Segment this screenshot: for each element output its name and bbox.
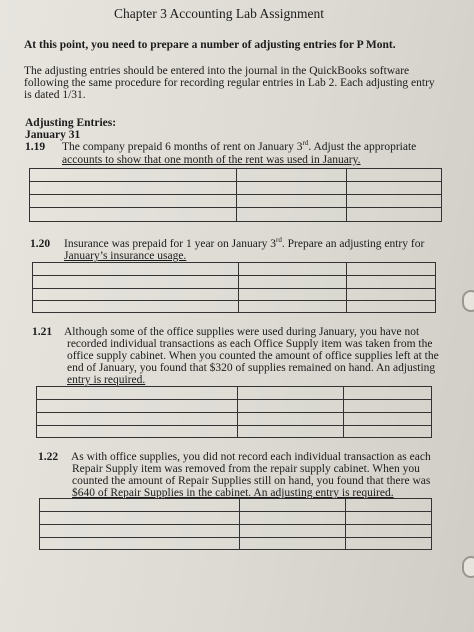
item-number: 1.22: [38, 451, 59, 463]
item-text-line: recorded individual transactions as each Office Supply item was taken from the: [67, 338, 433, 350]
item-text-line: office supply cabinet. When you counted the amount of office supplies left at the: [67, 350, 439, 362]
binder-ring-icon: [462, 290, 474, 312]
item-text-line: entry is required.: [67, 374, 146, 386]
journal-entry-grid: [36, 386, 432, 438]
item-text-line: counted the amount of Repair Supplies still on hand, you found that there was: [72, 475, 431, 487]
paragraph-line-2: following the same procedure for recording regular entries in Lab 2. Each adjusting entry: [24, 77, 435, 89]
paragraph-line-3: is dated 1/31.: [24, 89, 86, 101]
paragraph-line-1: The adjusting entries should be entered into the journal in the QuickBooks software: [24, 65, 410, 77]
item-text-line: January’s insurance usage.: [64, 250, 187, 262]
item-text-line: accounts to show that one month of the rent was used in January.: [62, 154, 361, 166]
binder-ring-icon: [462, 556, 474, 578]
item-text-line: As with office supplies, you did not record each individual transaction as each: [71, 451, 431, 463]
item-text-line: Insurance was prepaid for 1 year on January 3rd. Prepare an adjusting entry for: [64, 236, 425, 250]
item-text-line: The company prepaid 6 months of rent on January 3rd. Adjust the appropriate: [62, 139, 417, 153]
journal-entry-grid: [39, 498, 432, 550]
item-text-line: Repair Supply item was removed from the repair supply cabinet. When you: [72, 463, 420, 475]
page-title: Chapter 3 Accounting Lab Assignment: [114, 6, 324, 21]
date-heading: January 31: [25, 129, 81, 141]
intro-text: At this point, you need to prepare a number of adjusting entries for P Mont.: [24, 39, 396, 51]
item-number: 1.21: [32, 326, 53, 338]
adjusting-entries-heading: Adjusting Entries:: [25, 117, 117, 129]
item-text-line: Although some of the office supplies were used during January, you have not: [64, 326, 420, 338]
journal-entry-grid: [29, 168, 442, 222]
item-text-line: end of January, you found that $320 of supplies remained on hand. An adjusting: [67, 362, 436, 374]
journal-entry-grid: [32, 262, 436, 313]
item-number: 1.20: [30, 238, 51, 250]
item-text-line: $640 of Repair Supplies in the cabinet. An adjusting entry is required.: [72, 487, 394, 499]
item-number: 1.19: [25, 141, 46, 153]
